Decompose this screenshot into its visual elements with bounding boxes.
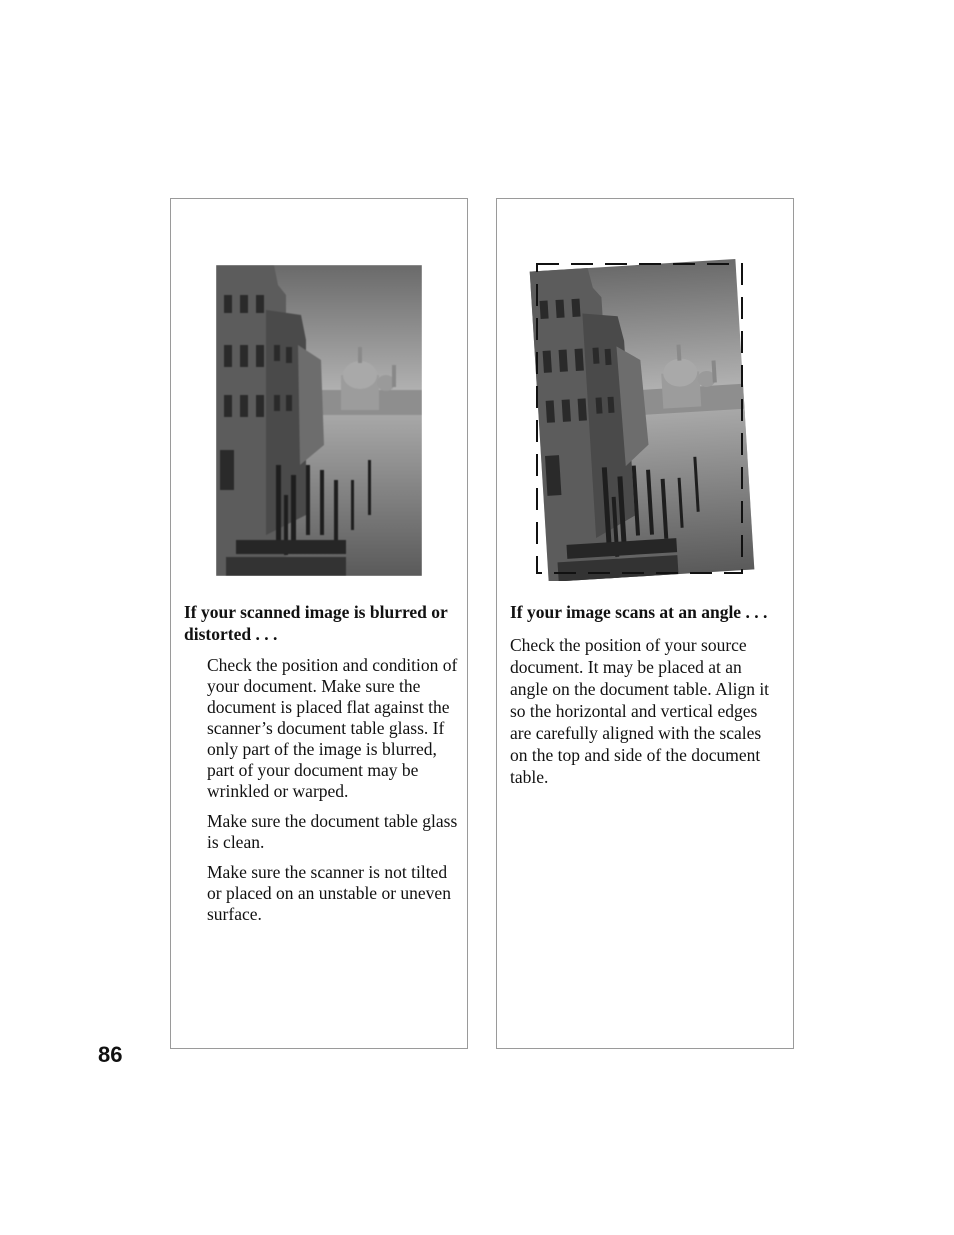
left-paragraph: Check the position and condition of your document. Make sure the document is placed flat against the scanner’s document table glass. If only part of the image is blurred, part of your document may be wrinkled or warped. bbox=[207, 655, 458, 801]
left-heading: If your scanned image is blurred or distorted . . . bbox=[184, 602, 448, 644]
left-body bbox=[207, 655, 459, 934]
venice-canal-photo-blurred bbox=[216, 265, 422, 576]
left-paragraph: Make sure the scanner is not tilted or placed on an unstable or uneven surface. bbox=[207, 862, 451, 924]
right-paragraph: Check the position of your source document. It may be placed at an angle on the document table. Align it so the horizontal and vertical edges are carefully aligned with the scales on the top and side of the document table. bbox=[510, 635, 770, 787]
right-panel bbox=[496, 198, 794, 1049]
right-body bbox=[510, 634, 782, 797]
right-heading: If your image scans at an angle . . . bbox=[510, 602, 768, 622]
venice-canal-photo-rotated bbox=[527, 251, 763, 581]
left-panel bbox=[170, 198, 468, 1049]
page-number: 86 bbox=[98, 1042, 123, 1067]
left-paragraph: Make sure the document table glass is clean. bbox=[207, 811, 458, 852]
